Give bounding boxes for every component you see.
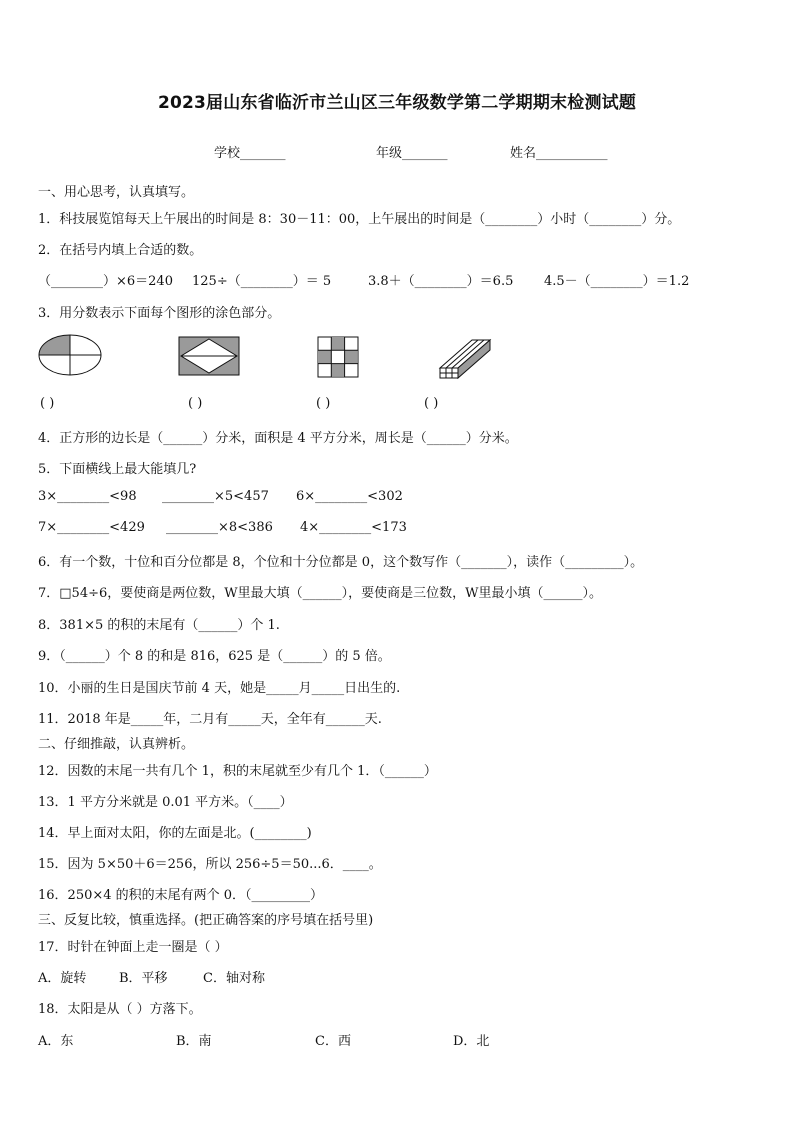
question-4: 4．正方形的边长是（______）分米，面积是 4 平方分米，周长是（______）分米。 bbox=[38, 431, 518, 446]
question-17: 17．时针在钟面上走一圈是（ ） bbox=[38, 940, 228, 955]
question-9: 9．（______）个 8 的和是 816，625 是（______）的 5 倍。 bbox=[38, 649, 391, 664]
q3-figures bbox=[0, 334, 794, 384]
question-10: 10．小丽的生日是国庆节前 4 天，她是_____月_____日出生的. bbox=[38, 681, 401, 696]
question-1: 1．科技展览馆每天上午展出的时间是 8：30－11：00，上午展出的时间是（________）小时（________）分。 bbox=[38, 212, 681, 227]
q3-answer-4[interactable]: ( ) bbox=[424, 396, 439, 411]
q17-option-a[interactable]: A．旋转 bbox=[38, 971, 87, 986]
page-title: 2023届山东省临沂市兰山区三年级数学第二学期期末检测试题 bbox=[157, 93, 637, 113]
q3-answer-1[interactable]: ( ) bbox=[40, 396, 55, 411]
question-6: 6．有一个数，十位和百分位都是 8，个位和十分位都是 0，这个数写作（_______），读作（_________）。 bbox=[38, 555, 644, 570]
question-16: 16．250×4 的积的末尾有两个 0．（_________） bbox=[38, 888, 324, 903]
q5-item-6[interactable]: 4×________<173 bbox=[300, 520, 407, 535]
q3-answer-2[interactable]: ( ) bbox=[188, 396, 203, 411]
oval-figure bbox=[38, 334, 102, 376]
q2-item-4[interactable]: 4.5－（________）＝1.2 bbox=[544, 274, 690, 289]
q2-item-2[interactable]: 125÷（________）＝ 5 bbox=[192, 274, 332, 289]
q18-option-d[interactable]: D．北 bbox=[453, 1034, 490, 1049]
question-13: 13．1 平方分米就是 0.01 平方米。（____） bbox=[38, 795, 293, 810]
question-5: 5．下面横线上最大能填几? bbox=[38, 462, 197, 477]
question-18: 18．太阳是从（ ）方落下。 bbox=[38, 1002, 202, 1017]
q5-item-3[interactable]: 6×________<302 bbox=[296, 489, 403, 504]
q5-item-4[interactable]: 7×________<429 bbox=[38, 520, 145, 535]
rectangle-figure bbox=[178, 336, 240, 376]
question-11: 11．2018 年是_____年，二月有_____天，全年有______天. bbox=[38, 712, 382, 727]
section3-heading: 三、反复比较，慎重选择。(把正确答案的序号填在括号里) bbox=[38, 913, 374, 928]
question-3: 3．用分数表示下面每个图形的涂色部分。 bbox=[38, 306, 281, 321]
q17-option-c[interactable]: C．轴对称 bbox=[203, 971, 265, 986]
q18-option-c[interactable]: C．西 bbox=[315, 1034, 351, 1049]
question-7: 7．□54÷6，要使商是两位数，W里最大填（______），要使商是三位数，W里最小填（______）。 bbox=[38, 586, 602, 601]
q3-answer-3[interactable]: ( ) bbox=[316, 396, 331, 411]
q2-item-3[interactable]: 3.8＋（________）＝6.5 bbox=[368, 274, 514, 289]
question-15: 15．因为 5×50＋6＝256，所以 256÷5＝50...6．____。 bbox=[38, 857, 382, 872]
section1-heading: 一、用心思考，认真填写。 bbox=[38, 185, 195, 200]
grid-figure bbox=[317, 336, 359, 378]
q5-item-5[interactable]: ________×8<386 bbox=[166, 520, 273, 535]
question-14: 14．早上面对太阳，你的左面是北。(________) bbox=[38, 826, 312, 841]
name-field[interactable]: 姓名___________ bbox=[510, 146, 608, 161]
question-12: 12．因数的末尾一共有几个 1，积的末尾就至少有几个 1．（______） bbox=[38, 764, 437, 779]
question-8: 8．381×5 的积的末尾有（______）个 1. bbox=[38, 618, 280, 633]
q5-item-2[interactable]: ________×5<457 bbox=[162, 489, 269, 504]
q5-item-1[interactable]: 3×________<98 bbox=[38, 489, 137, 504]
q17-option-b[interactable]: B．平移 bbox=[119, 971, 168, 986]
q18-option-a[interactable]: A．东 bbox=[38, 1034, 74, 1049]
section2-heading: 二、仔细推敲，认真辨析。 bbox=[38, 737, 195, 752]
q18-option-b[interactable]: B．南 bbox=[176, 1034, 212, 1049]
q2-item-1[interactable]: （________）×6＝240 bbox=[38, 274, 173, 289]
grade-field[interactable]: 年级_______ bbox=[376, 146, 448, 161]
school-field[interactable]: 学校_______ bbox=[214, 146, 286, 161]
question-2: 2．在括号内填上合适的数。 bbox=[38, 243, 203, 258]
blocks-figure bbox=[438, 338, 492, 380]
